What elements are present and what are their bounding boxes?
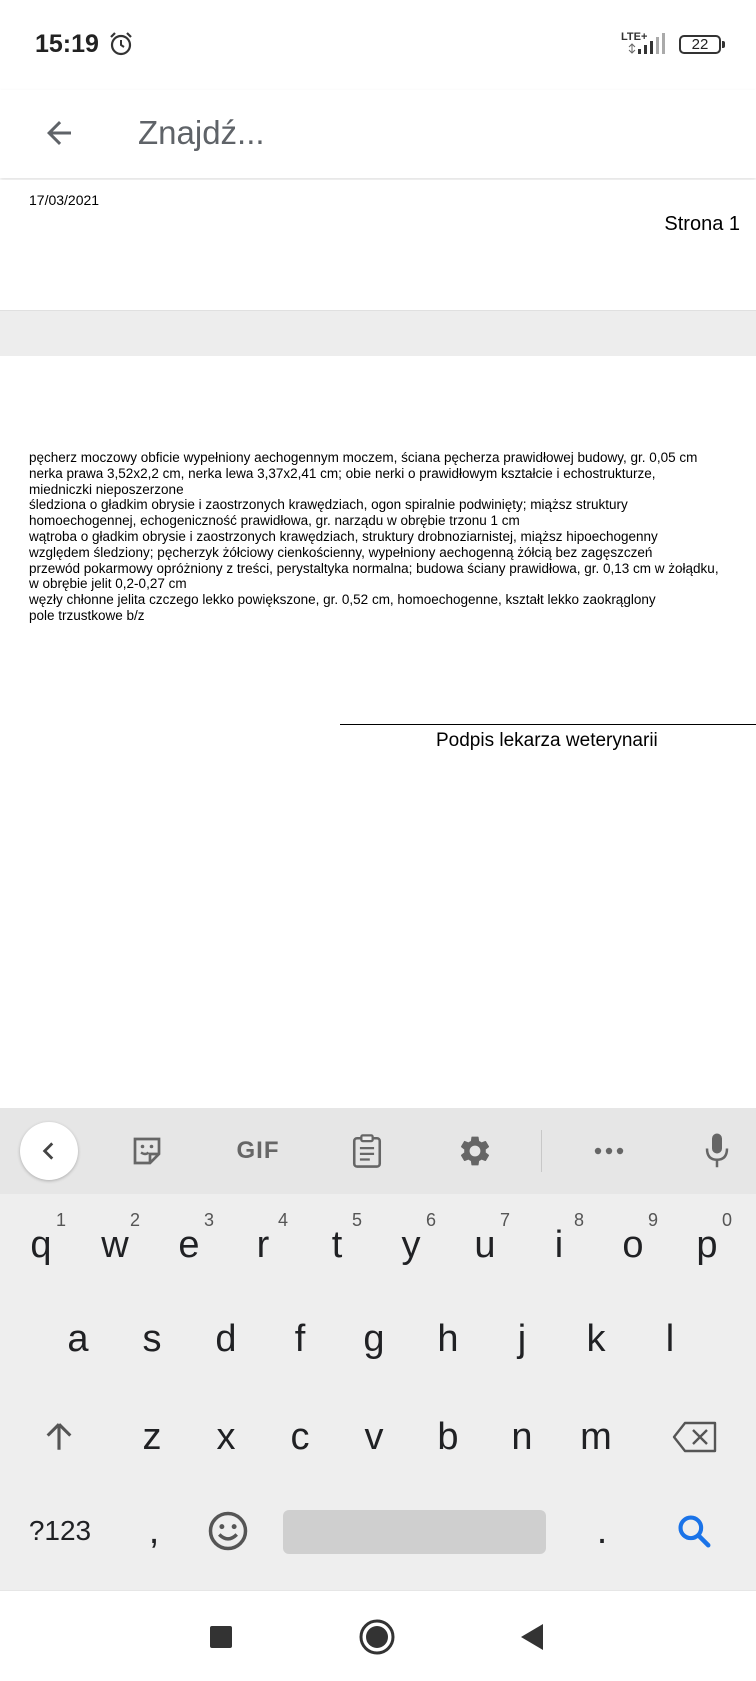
key-x[interactable]: x xyxy=(216,1415,236,1458)
key-number-hint: 9 xyxy=(647,1210,658,1230)
key-letter: w xyxy=(101,1223,129,1266)
signature-label: Podpis lekarza weterynarii xyxy=(436,730,658,751)
key-letter: u xyxy=(474,1223,496,1266)
key-letter: o xyxy=(622,1223,644,1266)
battery-tip xyxy=(722,41,725,48)
status-bar xyxy=(0,0,756,90)
key-z[interactable]: z xyxy=(142,1415,162,1458)
space-bar[interactable] xyxy=(283,1510,546,1554)
report-line: homoechogennej, echogeniczność prawidłowa, gr. narządu w obrębie trzonu 1 cm xyxy=(29,513,520,529)
emoji-key[interactable] xyxy=(191,1486,265,1576)
status-time: 15:19 xyxy=(35,30,99,58)
key-d[interactable]: d xyxy=(215,1317,237,1360)
report-line: śledziona o gładkim obrysie i zaostrzonych krawędziach, ogon spiralnie podwinięty; miąższ struktury xyxy=(29,497,628,513)
key-a[interactable]: a xyxy=(67,1317,89,1360)
key-j[interactable]: j xyxy=(517,1317,527,1360)
report-line: pęcherz moczowy obficie wypełniony aechogennym moczem, ściana pęcherza prawidłowej budowy, gr. 0,05 cm xyxy=(29,450,698,465)
key-b[interactable]: b xyxy=(437,1415,459,1458)
comma-key[interactable]: , xyxy=(148,1509,160,1552)
find-input[interactable] xyxy=(138,110,698,156)
keyboard xyxy=(0,1108,756,1590)
key-y[interactable] xyxy=(374,1200,448,1290)
key-r[interactable] xyxy=(226,1200,300,1290)
document-page xyxy=(0,356,756,1108)
key-p[interactable] xyxy=(670,1200,744,1290)
symbols-key[interactable]: ?123 xyxy=(28,1515,92,1546)
key-letter: p xyxy=(696,1223,718,1266)
report-line: pole trzustkowe b/z xyxy=(29,607,145,623)
backspace-key[interactable] xyxy=(658,1392,732,1482)
key-i[interactable] xyxy=(522,1200,596,1290)
key-v[interactable]: v xyxy=(364,1415,384,1458)
gif-button[interactable]: GIF xyxy=(236,1137,280,1164)
key-number-hint: 4 xyxy=(277,1210,288,1230)
key-s[interactable]: s xyxy=(142,1317,162,1360)
find-bar xyxy=(0,90,756,178)
key-letter: y xyxy=(401,1223,421,1266)
gear-icon[interactable] xyxy=(448,1126,502,1176)
search-key[interactable] xyxy=(657,1486,731,1576)
key-f[interactable]: f xyxy=(294,1317,306,1360)
search-icon xyxy=(675,1512,713,1550)
circle-icon xyxy=(358,1618,396,1656)
shift-icon xyxy=(42,1420,76,1454)
report-line: w obrębie jelit 0,2-0,27 cm xyxy=(29,576,187,592)
key-q[interactable] xyxy=(4,1200,78,1290)
key-letter: e xyxy=(178,1223,200,1266)
system-nav-bar xyxy=(0,1590,756,1681)
key-t[interactable] xyxy=(300,1200,374,1290)
signal-icon xyxy=(628,33,672,60)
key-letter: q xyxy=(30,1223,52,1266)
key-number-hint: 5 xyxy=(351,1210,362,1230)
report-line: nerka prawa 3,52x2,2 cm, nerka lewa 3,37x2,41 cm; obie nerki o prawidłowym kształcie i echostrukturze, xyxy=(29,465,656,481)
triangle-back-icon xyxy=(519,1623,545,1651)
shift-key[interactable] xyxy=(22,1392,96,1482)
square-icon xyxy=(209,1625,233,1649)
key-number-hint: 3 xyxy=(203,1210,214,1230)
network-type: LTE+ xyxy=(621,31,648,43)
clipboard-icon[interactable] xyxy=(340,1126,394,1176)
back-arrow-icon[interactable] xyxy=(34,108,84,158)
battery-icon: 22 xyxy=(679,35,721,54)
page-gap xyxy=(0,310,756,357)
key-c[interactable]: c xyxy=(290,1415,310,1458)
key-g[interactable]: g xyxy=(363,1317,385,1360)
key-number-hint: 0 xyxy=(721,1210,732,1230)
key-number-hint: 1 xyxy=(55,1210,66,1230)
document-date: 17/03/2021 xyxy=(29,192,100,208)
report-line: względem śledziony; pęcherzyk żółciowy cienkościenny, wypełniony aechogenną żółcią bez zagęszczeń xyxy=(29,544,653,560)
report-line: przewód pokarmowy opróżniony z treści, perystaltyka normalna; budowa ściany prawidłowa, gr. 0,13 cm w żołądku, xyxy=(29,560,719,576)
recents-button[interactable] xyxy=(197,1613,245,1661)
key-letter: r xyxy=(256,1223,270,1266)
key-w[interactable] xyxy=(78,1200,152,1290)
key-e[interactable] xyxy=(152,1200,226,1290)
key-m[interactable]: m xyxy=(580,1415,612,1458)
sticker-icon[interactable] xyxy=(120,1126,174,1176)
key-k[interactable]: k xyxy=(586,1317,606,1360)
key-l[interactable]: l xyxy=(665,1317,675,1360)
emoji-icon xyxy=(207,1510,249,1552)
back-button[interactable] xyxy=(508,1613,556,1661)
mic-icon[interactable] xyxy=(690,1126,744,1176)
signature-line xyxy=(340,724,756,725)
more-icon[interactable] xyxy=(582,1126,636,1176)
backspace-icon xyxy=(672,1421,718,1453)
alarm-icon xyxy=(108,31,134,62)
toolbar-divider xyxy=(541,1130,542,1172)
key-number-hint: 7 xyxy=(499,1210,510,1230)
key-number-hint: 6 xyxy=(425,1210,436,1230)
keyboard-toolbar xyxy=(0,1108,756,1194)
report-line: węzły chłonne jelita czczego lekko powiększone, gr. 0,52 cm, homoechogenne, kształt lekko zaokrąglony xyxy=(29,592,656,608)
key-o[interactable] xyxy=(596,1200,670,1290)
key-letter: t xyxy=(331,1223,343,1266)
key-letter: i xyxy=(554,1223,564,1266)
key-number-hint: 8 xyxy=(573,1210,584,1230)
key-number-hint: 2 xyxy=(129,1210,140,1230)
collapse-icon[interactable] xyxy=(20,1122,78,1180)
report-text xyxy=(29,450,739,624)
page-number-label: Strona 1 xyxy=(664,213,740,235)
report-line: wątroba o gładkim obrysie i zaostrzonych krawędziach, struktury drobnoziarnistej, miąższ hipoechogenny xyxy=(29,528,658,544)
document-page xyxy=(0,180,756,310)
key-h[interactable]: h xyxy=(437,1317,459,1360)
key-n[interactable]: n xyxy=(511,1415,533,1458)
home-button[interactable] xyxy=(353,1613,401,1661)
key-u[interactable] xyxy=(448,1200,522,1290)
period-key[interactable]: . xyxy=(596,1509,608,1552)
report-line: miedniczki nieposzerzone xyxy=(29,481,184,497)
